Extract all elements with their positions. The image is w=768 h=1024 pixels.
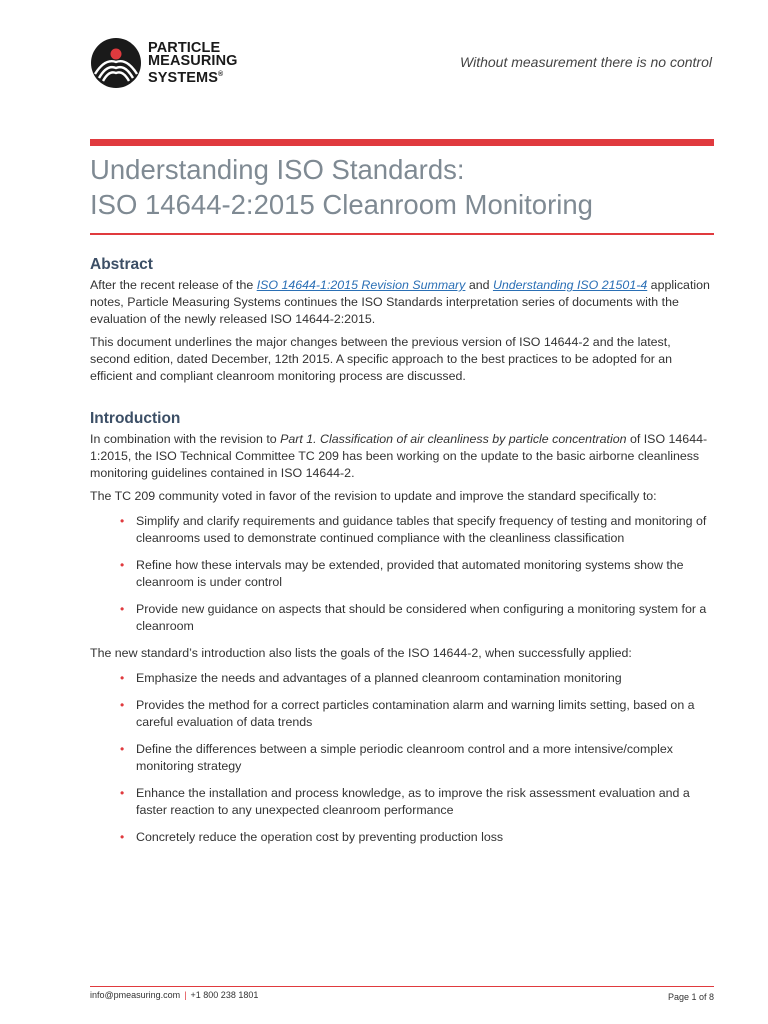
list-item: • Enhance the installation and process knowledge, as to improve the risk assessment evaluation and a faster reaction to any unexpected cleanroom performance: [90, 785, 714, 819]
intro-p1-emphasis: Part 1. Classification of air cleanliness by particle concentration: [280, 432, 627, 446]
logo-line-3: [148, 68, 238, 85]
footer-contact: [90, 990, 258, 1000]
list-item: • Concretely reduce the operation cost by preventing production loss: [90, 829, 714, 846]
abstract-p1-text-b: and: [465, 278, 493, 292]
abstract-section: [90, 256, 714, 385]
title-divider: [90, 233, 714, 235]
company-logo: [90, 37, 260, 89]
footer-email-link[interactable]: info@pmeasuring.com: [90, 990, 181, 1000]
abstract-heading: Abstract: [90, 256, 153, 273]
particle-logo-icon: [90, 37, 142, 89]
list-item: • Emphasize the needs and advantages of a planned cleanroom contamination monitoring: [90, 670, 714, 687]
list-item: • Simplify and clarify requirements and guidance tables that specify frequency of testing and monitoring of cleanrooms used to demonstrate continued compliance with the cleanliness classification: [90, 513, 714, 547]
intro-paragraph-1: [90, 431, 714, 482]
page-number: Page 1 of 8: [667, 992, 714, 1002]
revision-goals-list: [90, 513, 714, 635]
intro-paragraph-2: The TC 209 community voted in favor of the revision to update and improve the standard specifically to:: [90, 489, 657, 503]
footer-separator: |: [184, 990, 187, 1000]
abstract-p1-text-c: application notes, Particle Measuring Systems continues the ISO Standards interpretation series of documents with the evaluation of the newly released ISO 14644-2:2015.: [90, 278, 710, 326]
intro-p1-text-b: of ISO 14644-1:2015, the ISO Technical Committee TC 209 has been working on the update to the basic airborne cleanliness monitoring guidelines contained in ISO 14644-2.: [90, 432, 708, 480]
list-item: • Provide new guidance on aspects that should be considered when configuring a monitoring system for a cleanroom: [90, 601, 714, 635]
logo-line-2: MEASURING: [148, 53, 238, 69]
list-item: • Provides the method for a correct particles contamination alarm and warning limits setting, based on a careful evaluation of data trends: [90, 697, 714, 731]
logo-wordmark: [148, 42, 238, 85]
logo-line-3-text: SYSTEMS: [148, 69, 218, 86]
document-body: [90, 256, 714, 856]
footer-phone: +1 800 238 1801: [190, 990, 259, 1000]
link-iso-14644-1-revision-summary[interactable]: ISO 14644-1:2015 Revision Summary: [256, 278, 466, 292]
intro-paragraph-3: The new standard’s introduction also lists the goals of the ISO 14644-2, when successfully applied:: [90, 646, 632, 660]
footer-divider: [90, 986, 714, 987]
introduction-section: [90, 410, 714, 846]
logo-line-1: PARTICLE: [148, 40, 221, 56]
abstract-paragraph-1: [90, 277, 714, 328]
abstract-paragraph-2: This document underlines the major changes between the previous version of ISO 14644-2 and the latest, second edition, dated December, 12th 2015. A specific approach to the best practices to be adopted for an efficient and compliant cleanroom monitoring process are discussed.: [90, 335, 673, 383]
list-item: • Define the differences between a simple periodic cleanroom control and a more intensive/complex monitoring strategy: [90, 741, 714, 775]
standard-goals-list: [90, 670, 714, 846]
link-understanding-iso-21501-4[interactable]: Understanding ISO 21501-4: [492, 278, 648, 292]
title-line-1: Understanding ISO Standards:: [90, 154, 465, 185]
intro-p1-text-a: In combination with the revision to: [90, 432, 281, 446]
title-line-2: ISO 14644-2:2015 Cleanroom Monitoring: [90, 189, 593, 220]
header-accent-bar: [90, 139, 714, 146]
list-item: • Refine how these intervals may be extended, provided that automated monitoring systems show the cleanroom is under control: [90, 557, 714, 591]
registered-mark: ®: [218, 71, 224, 78]
tagline: Without measurement there is no control: [460, 54, 712, 70]
page-title: [90, 152, 714, 222]
introduction-heading: Introduction: [90, 410, 181, 427]
abstract-p1-text-a: After the recent release of the: [90, 278, 257, 292]
